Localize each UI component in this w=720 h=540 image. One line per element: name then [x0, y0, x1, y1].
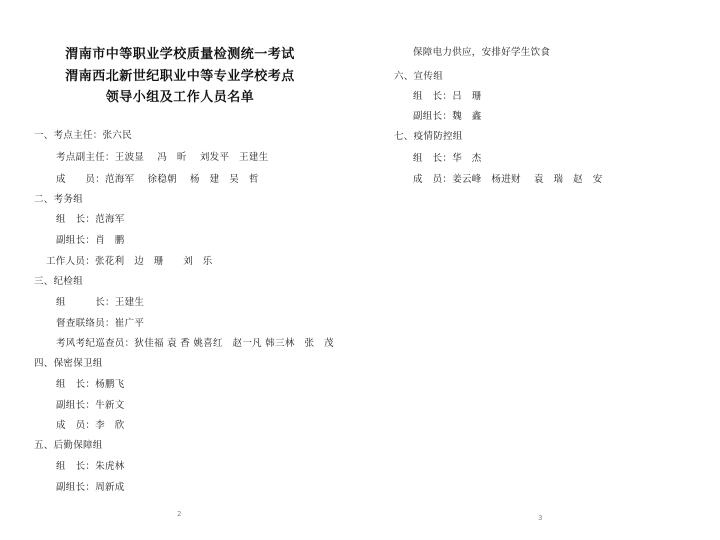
title-line-1: 渭南市中等职业学校质量检测统一考试 — [65, 47, 295, 62]
security-leader: 组 长：杨鹏飞 — [56, 379, 125, 390]
exam-affairs-leader: 组 长：范海军 — [56, 214, 125, 225]
section-heading-security: 四、保密保卫组 — [34, 358, 103, 369]
discipline-leader: 组 长：王建生 — [56, 297, 145, 308]
logistics-deputy: 副组长：周新成 — [56, 482, 125, 493]
right-page — [360, 0, 720, 540]
epidemic-members: 成 员：姜云峰 杨进财 袁 瑞 赵 安 — [413, 174, 603, 185]
logistics-leader: 组 长：朱虎林 — [56, 461, 125, 472]
deputy-directors-line: 考点副主任：王波显 冯 昕 刘发平 王建生 — [56, 152, 269, 163]
section-heading-exam-director: 一、考点主任：张六民 — [34, 130, 133, 141]
exam-affairs-deputy: 副组长：肖 鹏 — [56, 235, 125, 246]
section-heading-epidemic: 七、疫情防控组 — [394, 131, 463, 142]
epidemic-leader: 组 长：华 杰 — [413, 153, 482, 164]
section-heading-exam-affairs: 二、考务组 — [34, 194, 84, 205]
section-heading-logistics: 五、后勤保障组 — [34, 440, 103, 451]
discipline-liaison: 督查联络员：崔广平 — [56, 318, 145, 329]
page-number-left: 2 — [177, 510, 182, 518]
publicity-deputy: 副组长：魏 鑫 — [413, 111, 482, 122]
security-deputy: 副组长：牛新文 — [56, 400, 125, 411]
publicity-leader: 组 长：吕 珊 — [413, 91, 482, 102]
exam-affairs-staff: 工作人员：张花利 边 珊 刘 乐 — [46, 256, 213, 267]
discipline-inspectors: 考风考纪巡查员：狄佳福 袁 香 姚喜红 赵一凡 韩三林 张 茂 — [56, 338, 334, 349]
security-member: 成 员：李 欣 — [56, 420, 125, 431]
members-line: 成 员：范海军 徐稳朝 杨 建 吴 哲 — [56, 174, 259, 185]
page-number-right: 3 — [538, 514, 543, 522]
section-heading-discipline: 三、纪检组 — [34, 276, 84, 287]
title-line-3: 领导小组及工作人员名单 — [105, 90, 255, 105]
title-line-2: 渭南西北新世纪职业中等专业学校考点 — [65, 69, 295, 84]
section-heading-publicity: 六、宣传组 — [394, 71, 444, 82]
logistics-duty-line: 保障电力供应，安排好学生饮食 — [413, 47, 551, 58]
